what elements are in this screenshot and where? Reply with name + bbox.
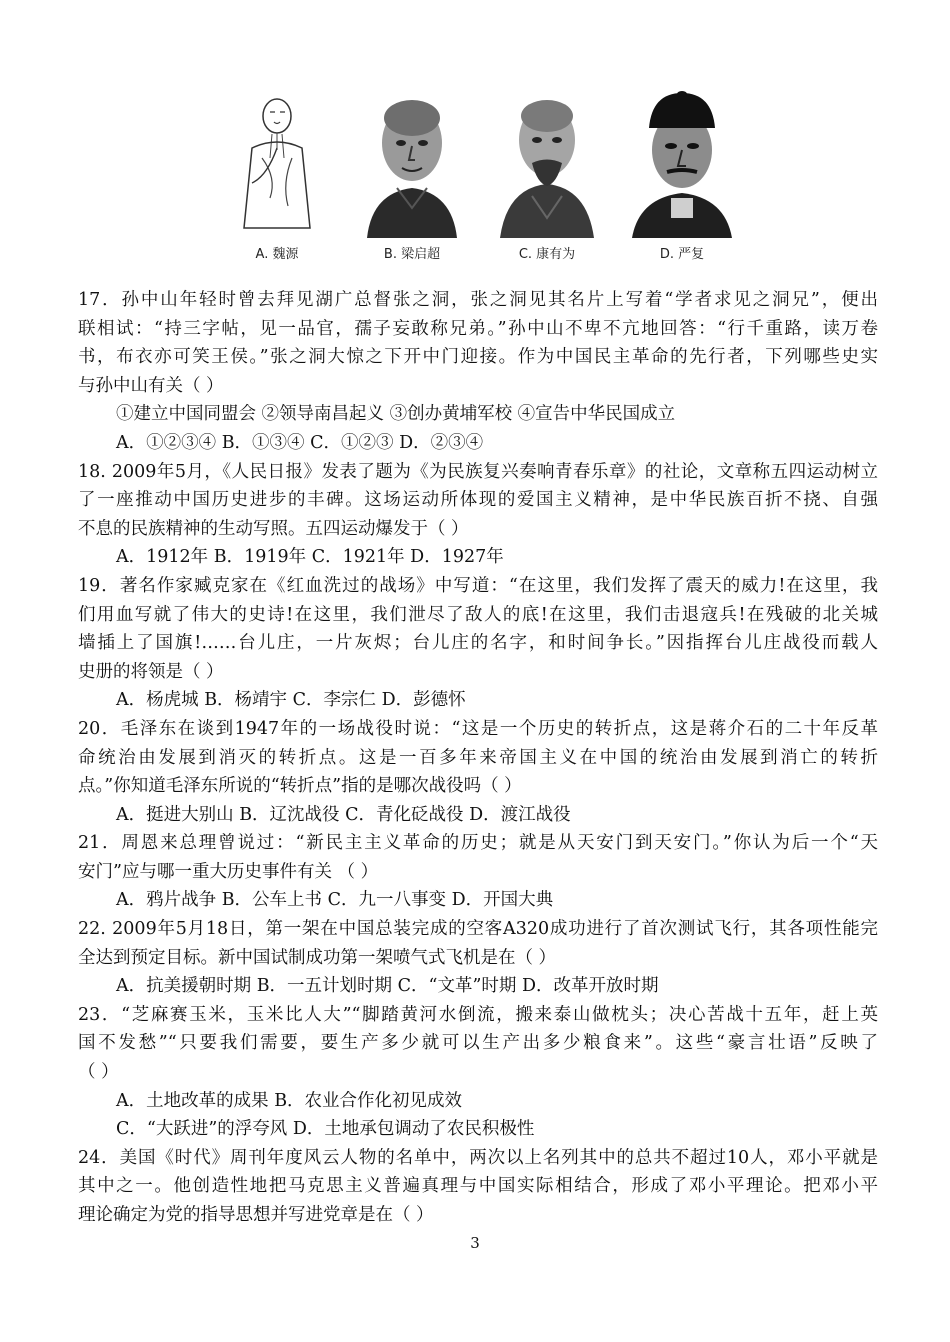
- text-line: A．土地改革的成果 B．农业合作化初见成效: [116, 1090, 463, 1111]
- text-line: A．挺进大别山 B．辽沈战役 C．青化砭战役 D．渡江战役: [116, 804, 571, 825]
- text-line: 全达到预定目标。新中国试制成功第一架喷气式飞机是在（ ）: [78, 947, 557, 968]
- text-line: A．抗美援朝时期 B．一五计划时期 C．“文革”时期 D．改革开放时期: [116, 976, 659, 997]
- portrait-b: [357, 88, 467, 268]
- text-line: 19．著名作家臧克家在《红血洗过的战场》中写道：“在这里，我们发挥了震天的威力!在这里，我: [78, 575, 878, 596]
- portrait-b-photo: [357, 88, 467, 238]
- text-line: 安门”应与哪一重大历史事件有关 （ ）: [78, 861, 379, 882]
- text-line: ①建立中国同盟会 ②领导南昌起义 ③创办黄埔军校 ④宣告中华民国成立: [116, 404, 676, 425]
- text-line: A．杨虎城 B．杨靖宇 C．李宗仁 D．彭德怀: [116, 690, 466, 711]
- text-line: 21．周恩来总理曾说过：“新民主主义革命的历史；就是从天安门到天安门。”你认为后一个“天: [78, 833, 878, 854]
- portrait-a: [222, 88, 332, 268]
- text-line: 点。”你知道毛泽东所说的“转折点”指的是哪次战役吗（ ）: [78, 776, 522, 797]
- text-line: 们用血写就了伟大的史诗!在这里，我们泄尽了敌人的底!在这里，我们击退寇兵!在残破的北关城: [78, 604, 878, 625]
- text-line: 史册的将领是（ ）: [78, 661, 224, 682]
- portrait-d: [627, 88, 737, 268]
- text-line: 不息的民族精神的生动写照。五四运动爆发于（ ）: [78, 518, 469, 539]
- text-line: C．“大跃进”的浮夸风 D．土地承包调动了农民积极性: [116, 1119, 535, 1140]
- text-line: A．1912年 B．1919年 C．1921年 D．1927年: [116, 547, 504, 568]
- text-line: 22. 2009年5月18日，第一架在中国总装完成的空客A320成功进行了首次测试飞行，其各项性能完: [78, 919, 878, 940]
- portrait-d-caption: D. 严复: [659, 247, 705, 262]
- portrait-c-photo: [492, 88, 602, 238]
- text-line: 其中之一。他创造性地把马克思主义普遍真理与中国实际相结合，形成了邓小平理论。把邓小平: [78, 1176, 878, 1197]
- question-text: [78, 286, 878, 1230]
- text-line: 联相试：“持三字帖，见一品官，孺子妄敢称兄弟。”孙中山不卑不亢地回答：“行千重路，读万卷: [78, 318, 878, 339]
- text-line: 17．孙中山年轻时曾去拜见湖广总督张之洞，张之洞见其名片上写着“学者求见之洞兄”，便出: [78, 290, 878, 310]
- portrait-strip: [222, 88, 722, 268]
- text-line: 20．毛泽东在谈到1947年的一场战役时说：“这是一个历史的转折点，这是蒋介石的二十年反革: [78, 718, 878, 739]
- portrait-c: [492, 88, 602, 268]
- text-line: 国不发愁”“只要我们需要，要生产多少就可以生产出多少粮食来”。这些“豪言壮语”反映了: [78, 1033, 878, 1054]
- text-line: （ ）: [78, 1062, 119, 1083]
- text-line: 23．“芝麻赛玉米，玉米比人大”“脚踏黄河水倒流，搬来泰山做枕头；决心苦战十五年，赶上英: [78, 1004, 878, 1025]
- text-line: 墙插上了国旗!……台儿庄，一片灰烬；台儿庄的名字，和时间争长。”因指挥台儿庄战役而载人: [78, 633, 878, 654]
- text-line: 书，布衣亦可笑王侯。”张之洞大惊之下开中门迎接。作为中国民主革命的先行者，下列哪些史实: [78, 347, 878, 368]
- text-line: A．①②③④ B．①③④ C．①②③ D．②③④: [116, 432, 484, 453]
- text-line: 18. 2009年5月，《人民日报》发表了题为《为民族复兴奏响青春乐章》的社论，文章称五四运动树立: [78, 461, 878, 482]
- text-line: 理论确定为党的指导思想并写进党章是在（ ）: [78, 1205, 434, 1225]
- page-number: 3: [470, 1234, 480, 1252]
- portrait-d-photo: [627, 88, 737, 238]
- text-line: 了一座推动中国历史进步的丰碑。这场运动所体现的爱国主义精神，是中华民族百折不挠、自强: [78, 490, 878, 511]
- portrait-a-caption: A. 魏源: [255, 247, 299, 262]
- text-line: 24．美国《时代》周刊年度风云人物的名单中，两次以上名列其中的总共不超过10人，邓小平就是: [78, 1147, 878, 1168]
- portrait-b-caption: B. 梁启超: [383, 247, 441, 262]
- portrait-a-sketch: [222, 88, 332, 238]
- text-line: 命统治由发展到消灭的转折点。这是一百多年来帝国主义在中国的统治由发展到消亡的转折: [78, 747, 878, 768]
- text-line: A．鸦片战争 B．公车上书 C．九一八事变 D．开国大典: [116, 890, 554, 911]
- portrait-c-caption: C. 康有为: [518, 247, 576, 262]
- text-line: 与孙中山有关（ ）: [78, 375, 224, 396]
